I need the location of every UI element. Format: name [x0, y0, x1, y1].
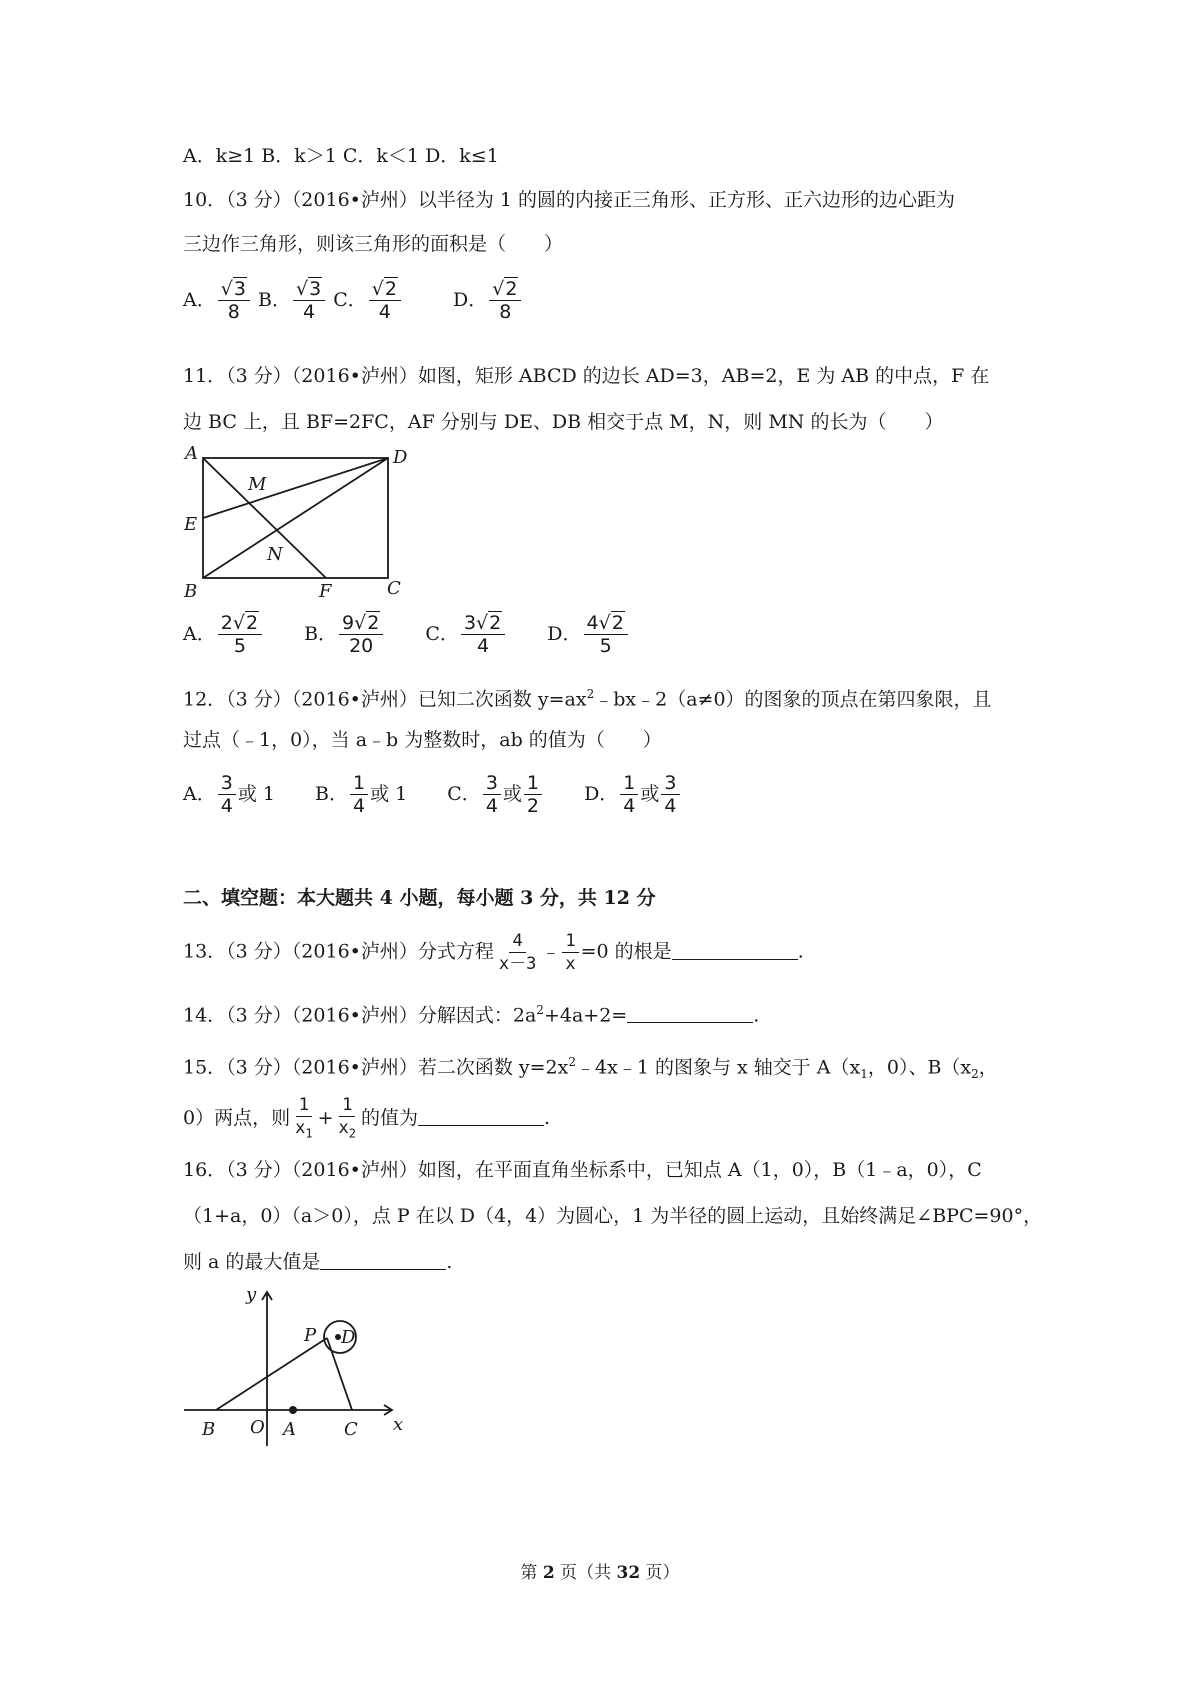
fraction — [524, 772, 542, 817]
radicand: 3 — [233, 278, 246, 300]
option-label: A． — [183, 622, 216, 645]
radicand: 2 — [367, 612, 380, 634]
denominator: x — [565, 954, 576, 974]
subscript: 1 — [305, 1126, 313, 1141]
segment-bd — [203, 458, 388, 578]
period: . — [797, 940, 804, 963]
numerator: 1 — [524, 772, 542, 795]
q11-option-b — [304, 612, 391, 657]
fraction — [620, 772, 638, 817]
q15-text-e: 0）两点，则 — [183, 1107, 291, 1130]
q16-line2: （1+a，0）（a＞0），点 P 在以 D（4，4）为圆心，1 为半径的圆上运动，且始终满足∠BPC=90°， — [183, 1205, 1043, 1227]
label-c: C — [344, 1419, 358, 1440]
period: . — [544, 1107, 551, 1130]
label-f: F — [319, 581, 332, 599]
q15-text-f: 的值为 — [360, 1107, 418, 1130]
segment-ed — [203, 458, 388, 518]
radicand: 2 — [245, 612, 259, 634]
q15-text-a: 15．（3 分）（2016•泸州）若二次函数 y=2x — [183, 1056, 569, 1079]
q14-prefix: 14．（3 分）（2016•泸州）分解因式：2a — [183, 1004, 537, 1027]
footer-text: 页（共 — [554, 1563, 617, 1583]
numerator: 1 — [339, 1094, 355, 1117]
section-heading: 二、填空题：本大题共 4 小题，每小题 3 分，共 12 分 — [183, 887, 656, 909]
q10-line2: 三边作三角形，则该三角形的面积是（ ） — [183, 233, 564, 255]
option-label: B． — [257, 288, 291, 311]
superscript: 2 — [586, 687, 595, 701]
label-d: D — [341, 1327, 356, 1348]
q16-line3 — [183, 1248, 452, 1276]
label-p: P — [304, 1325, 317, 1346]
denominator: x－3 — [498, 954, 537, 974]
option-label: B． — [304, 622, 338, 645]
q12-options — [183, 772, 682, 817]
q11-options — [183, 612, 630, 657]
radicand: 2 — [505, 278, 518, 300]
plus-sign: + — [317, 1107, 334, 1130]
label-b: B — [184, 581, 198, 599]
q10-line1: 10．（3 分）（2016•泸州）以半径为 1 的圆的内接正三角形、正方形、正六边形的边心距为 — [183, 189, 956, 211]
option-label: A． — [183, 782, 216, 805]
q11-option-d — [547, 612, 630, 657]
fraction — [483, 772, 501, 817]
period: . — [753, 1004, 760, 1027]
coefficient: 2 — [220, 612, 233, 634]
coefficient: 9 — [342, 612, 355, 634]
option-label: D． — [547, 622, 582, 645]
option-label: C． — [425, 622, 459, 645]
option-label: C． — [447, 782, 481, 805]
radicand: 2 — [611, 612, 624, 634]
segment-pc — [327, 1338, 352, 1410]
label-e: E — [184, 514, 198, 535]
fraction — [336, 1094, 359, 1144]
q13 — [183, 930, 804, 975]
footer-text: 第 — [520, 1563, 543, 1583]
denominator: 5 — [233, 635, 246, 657]
fraction — [292, 1094, 315, 1144]
denominator: 4 — [303, 301, 316, 323]
option-label: A． — [183, 288, 216, 311]
fraction: $\frac{4√2}{5}$ — [584, 612, 628, 657]
denominator: 5 — [599, 635, 612, 657]
q15-line2 — [183, 1094, 550, 1144]
q13-suffix: =0 的根是 — [580, 940, 672, 963]
q11-option-a — [183, 612, 270, 657]
radicand: 3 — [309, 278, 322, 300]
denominator: 4 — [664, 795, 677, 817]
option-label: D． — [453, 288, 488, 311]
label-a: A — [283, 1419, 296, 1440]
fraction — [218, 772, 236, 817]
answer-blank[interactable] — [418, 1105, 544, 1126]
label-c: C — [387, 578, 401, 599]
answer-blank[interactable] — [627, 1002, 753, 1023]
q15-line1 — [183, 1048, 998, 1088]
radicand: 2 — [489, 612, 502, 634]
q10-option-c — [333, 278, 409, 323]
answer-blank[interactable] — [672, 939, 798, 960]
page-footer — [0, 1558, 1200, 1583]
option-label: D． — [584, 782, 619, 805]
q13-prefix: 13．（3 分）（2016•泸州）分式方程 — [183, 940, 494, 963]
subscript: 1 — [860, 1067, 868, 1082]
denominator: 4 — [378, 301, 391, 323]
label-x: x — [393, 1414, 404, 1435]
coefficient: 3 — [463, 612, 477, 634]
fraction: $\frac{√3}{4}$ — [293, 278, 325, 323]
q12-line2: 过点（﹣1，0），当 a﹣b 为整数时，ab 的值为（ ） — [183, 729, 662, 751]
denominator: 20 — [349, 635, 374, 657]
q16-line1: 16．（3 分）（2016•泸州）如图，在平面直角坐标系中，已知点 A（1，0），B（1﹣a，0），C — [183, 1159, 982, 1181]
label-d: D — [393, 447, 408, 468]
period: . — [446, 1251, 453, 1273]
label-o: O — [250, 1417, 265, 1438]
label-m: M — [248, 474, 267, 495]
denominator: 8 — [227, 301, 240, 323]
q16-text: 则 a 的最大值是 — [183, 1251, 321, 1273]
q10-option-a — [183, 278, 258, 323]
fraction: $\frac{2√2}{5}$ — [218, 612, 262, 657]
q12-option-c — [447, 772, 550, 817]
fraction: $\frac{√3}{8}$ — [218, 278, 250, 323]
denominator: 8 — [499, 301, 512, 323]
q12-option-a — [183, 772, 281, 817]
fraction — [661, 772, 679, 817]
page-number: 2 — [542, 1563, 555, 1583]
q9-options: A．k≥1 B．k＞1 C．k＜1 D．k≤1 — [183, 145, 499, 167]
q11-line1: 11．（3 分）（2016•泸州）如图，矩形 ABCD 的边长 AD=3，AB=2，E 为 AB 的中点，F 在 — [183, 365, 990, 387]
denominator: 4 — [485, 795, 498, 817]
subscript: 2 — [971, 1067, 979, 1082]
denominator: 4 — [477, 635, 490, 657]
fraction: $\frac{3√2}{4}$ — [461, 612, 505, 657]
q14 — [183, 996, 759, 1029]
denominator: x — [338, 1118, 349, 1138]
fraction — [562, 930, 578, 975]
option-mid: 或 — [502, 782, 522, 805]
numerator: 3 — [483, 772, 501, 795]
point-a — [289, 1406, 297, 1414]
fraction: $\frac{√2}{8}$ — [489, 278, 521, 323]
q11-option-c — [425, 612, 513, 657]
q12-option-d — [584, 772, 681, 817]
q12-text-a: 12．（3 分）（2016•泸州）已知二次函数 y=ax — [183, 688, 587, 711]
fraction: $\frac{√2}{4}$ — [369, 278, 401, 323]
q10-options — [183, 278, 523, 323]
denominator: 2 — [526, 795, 540, 817]
option-mid: 或 — [640, 782, 660, 805]
q10-option-b — [257, 278, 333, 323]
denominator: 4 — [220, 795, 233, 817]
denominator: 4 — [352, 795, 366, 817]
label-a: A — [185, 444, 198, 464]
numerator: 4 — [509, 930, 525, 953]
q14-suffix: +4a+2= — [543, 1004, 628, 1027]
option-label: C． — [333, 288, 367, 311]
q12-line1 — [183, 680, 992, 713]
q15-text-d: ， — [978, 1056, 998, 1079]
minus-sign: ﹣ — [541, 940, 561, 963]
q12-text-b: ﹣bx﹣2（a≠0）的图象的顶点在第四象限，且 — [594, 688, 992, 711]
q15-text-c: ，0）、B（x — [867, 1056, 972, 1079]
option-tail: 或 1 — [370, 782, 408, 805]
coefficient: 4 — [586, 612, 599, 634]
q16-coordinate-diagram — [180, 1280, 420, 1455]
option-tail: 或 1 — [237, 782, 275, 805]
q11-rectangle-diagram — [180, 444, 420, 599]
numerator: 1 — [296, 1094, 312, 1117]
label-n: N — [267, 544, 283, 565]
denominator: 4 — [623, 795, 636, 817]
q10-option-d — [453, 278, 523, 323]
label-b: B — [202, 1419, 216, 1440]
radicand: 2 — [384, 278, 397, 300]
total-pages: 32 — [616, 1563, 641, 1583]
denominator: x — [295, 1118, 306, 1138]
numerator: 1 — [350, 772, 368, 795]
fraction: $\frac{9√2}{20}$ — [339, 612, 383, 657]
superscript: 2 — [536, 1003, 544, 1017]
numerator: 3 — [661, 772, 679, 795]
q11-line2: 边 BC 上，且 BF=2FC，AF 分别与 DE、DB 相交于点 M，N，则 MN 的长为（ ） — [183, 411, 944, 433]
answer-blank[interactable] — [320, 1249, 446, 1270]
numerator: 1 — [620, 772, 638, 795]
subscript: 2 — [348, 1126, 356, 1141]
footer-text: 页） — [640, 1563, 680, 1583]
superscript: 2 — [568, 1055, 577, 1069]
numerator: 1 — [562, 930, 578, 953]
q15-text-b: ﹣4x﹣1 的图象与 x 轴交于 A（x — [576, 1056, 861, 1079]
label-y: y — [246, 1284, 257, 1305]
fraction — [496, 930, 539, 975]
segment-bp — [216, 1338, 327, 1410]
option-label: B． — [315, 782, 348, 805]
fraction — [350, 772, 368, 817]
numerator: 3 — [218, 772, 236, 795]
q12-option-b — [315, 772, 413, 817]
